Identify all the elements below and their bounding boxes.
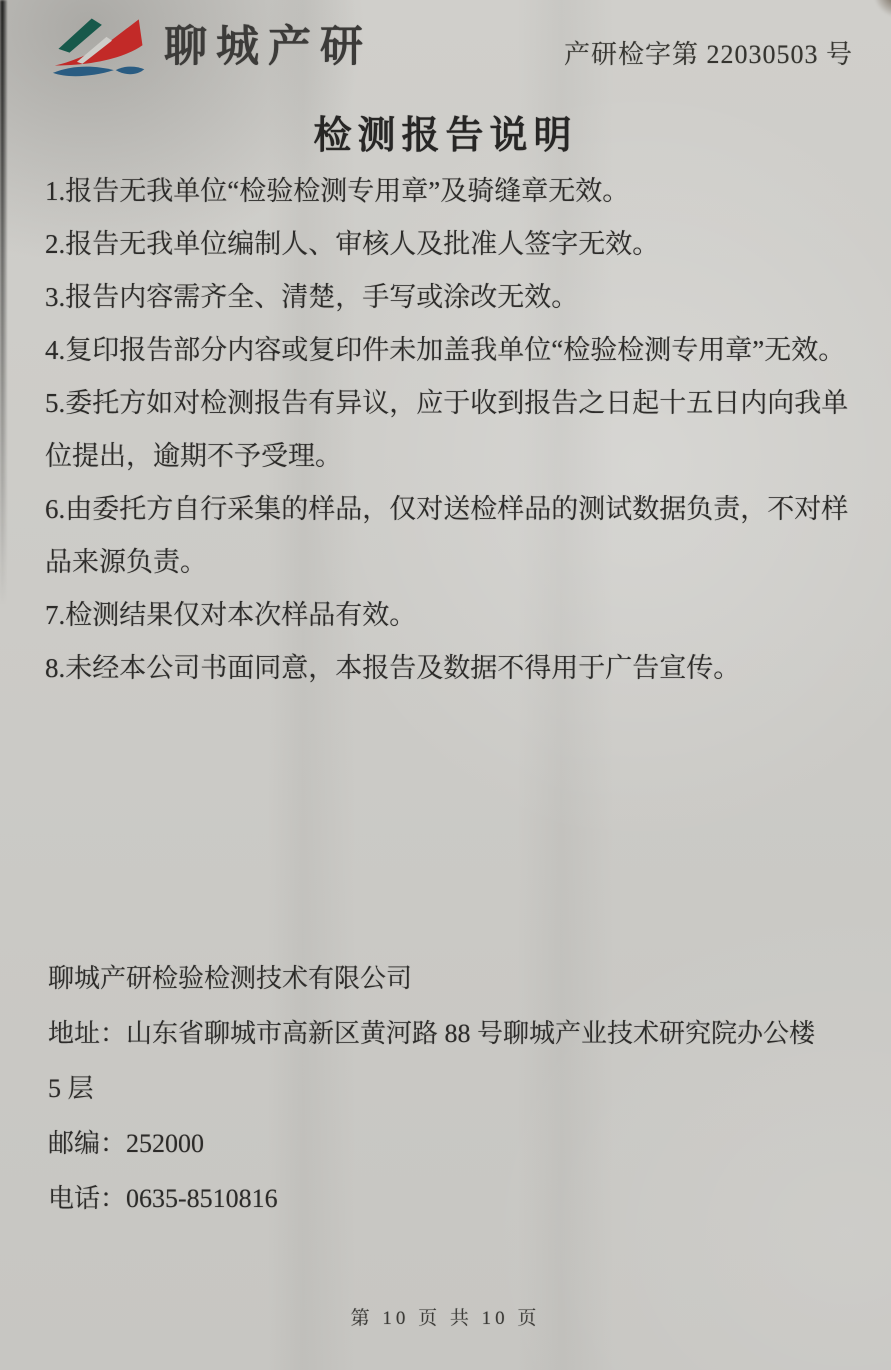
page-title: 检测报告说明	[313, 115, 578, 157]
logo-wave-right	[116, 67, 145, 75]
report-number: 产研检字第 22030503 号	[563, 40, 853, 69]
phone: 电话：0635-8510816	[48, 1184, 278, 1213]
note-item-4: 4.复印报告部分内容或复印件未加盖我单位“检验检测专用章”无效。	[45, 335, 846, 365]
address-line-1: 地址：山东省聊城市高新区黄河路 88 号聊城产业技术研究院办公楼	[48, 1019, 816, 1048]
company-logo-icon	[46, 12, 154, 84]
logo-wave-left	[53, 67, 114, 77]
note-item-3: 3.报告内容需齐全、清楚，手写或涂改无效。	[45, 282, 579, 312]
company-logo	[46, 12, 372, 84]
company-logo-text: 聊城产研	[164, 24, 372, 71]
photo-edge-shadow	[0, 0, 8, 658]
notes-list	[45, 165, 853, 695]
page-number: 第 10 页 共 10 页	[350, 1308, 541, 1329]
note-item-7: 7.检测结果仅对本次样品有效。	[45, 600, 417, 630]
postcode: 邮编：252000	[48, 1129, 205, 1158]
note-item-1: 1.报告无我单位“检验检测专用章”及骑缝章无效。	[45, 176, 630, 206]
address-line-2: 5 层	[48, 1074, 94, 1103]
note-item-2: 2.报告无我单位编制人、审核人及批准人签字无效。	[45, 229, 660, 259]
company-name: 聊城产研检验检测技术有限公司	[48, 964, 413, 993]
note-item-8: 8.未经本公司书面同意，本报告及数据不得用于广告宣传。	[45, 653, 741, 683]
photo-corner-spot	[873, 0, 891, 18]
page-header	[46, 12, 853, 84]
note-item-5: 5.委托方如对检测报告有异议，应于收到报告之日起十五日内向我单位提出，逾期不予受理。	[45, 388, 849, 471]
note-item-6: 6.由委托方自行采集的样品，仅对送检样品的测试数据负责，不对样品来源负责。	[45, 494, 849, 577]
contact-block	[48, 951, 848, 1226]
